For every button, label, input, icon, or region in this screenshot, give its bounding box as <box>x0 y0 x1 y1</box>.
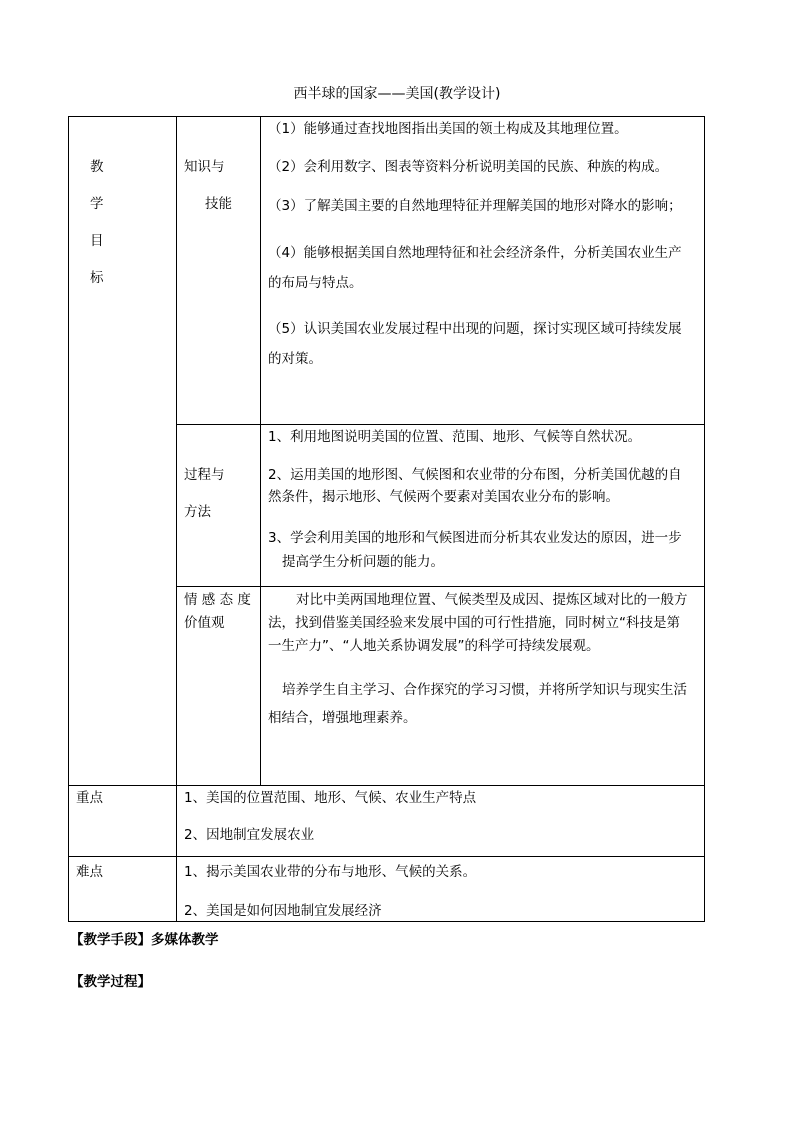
difficult-points-line: 1、揭示美国农业带的分布与地形、气候的关系。 <box>184 864 477 880</box>
key-points-line: 1、美国的位置范围、地形、气候、农业生产特点 <box>184 790 477 806</box>
emotion-line: 培养学生自主学习、合作探究的学习习惯，并将所学知识与现实生活 <box>282 682 687 698</box>
knowledge-line: 的布局与特点。 <box>268 275 363 291</box>
process-line: 3、学会利用美国的地形和气候图进而分析其农业发达的原因，进一步 <box>268 530 682 546</box>
knowledge-line: （1）能够通过查找地图指出美国的领土构成及其地理位置。 <box>268 121 628 137</box>
emotion-label: 价值观 <box>184 615 225 631</box>
emotion-line: 一生产力”、“人地关系协调发展”的科学可持续发展观。 <box>268 638 600 654</box>
knowledge-line: （3）了解美国主要的自然地理特征并理解美国的地形对降水的影响； <box>268 198 682 214</box>
goals-char: 标 <box>90 270 104 286</box>
process-label: 方法 <box>184 504 211 520</box>
process-line: 然条件，揭示地形、气候两个要素对美国农业分布的影响。 <box>268 489 619 505</box>
goals-label-cell <box>68 116 177 786</box>
difficult-points-line: 2、美国是如何因地制宜发展经济 <box>184 903 382 919</box>
process-line: 1、利用地图说明美国的位置、范围、地形、气候等自然状况。 <box>268 429 642 445</box>
knowledge-line: （2）会利用数字、图表等资料分析说明美国的民族、种族的构成。 <box>268 159 669 175</box>
teaching-means-heading: 【教学手段】多媒体教学 <box>70 932 219 948</box>
teaching-process-heading: 【教学过程】 <box>70 974 151 990</box>
emotion-label: 情 感 态 度 <box>184 592 251 608</box>
knowledge-label: 知识与 <box>184 159 225 175</box>
goals-char: 教 <box>90 159 104 175</box>
emotion-line: 相结合，增强地理素养。 <box>268 710 417 726</box>
goals-char: 学 <box>90 196 104 212</box>
emotion-line: 对比中美两国地理位置、气候类型及成因、提炼区域对比的一般方 <box>296 592 688 608</box>
knowledge-line: （4）能够根据美国自然地理特征和社会经济条件，分析美国农业生产 <box>268 245 682 261</box>
knowledge-line: （5）认识美国农业发展过程中出现的问题，探讨实现区域可持续发展 <box>268 321 682 337</box>
key-points-label: 重点 <box>76 790 103 806</box>
knowledge-line: 的对策。 <box>268 351 322 367</box>
process-line: 2、运用美国的地形图、气候图和农业带的分布图，分析美国优越的自 <box>268 467 682 483</box>
emotion-line: 法，找到借鉴美国经验来发展中国的可行性措施，同时树立“科技是第 <box>268 615 680 631</box>
knowledge-label: 技能 <box>205 196 232 212</box>
goals-char: 目 <box>90 233 104 249</box>
difficult-points-label: 难点 <box>76 864 103 880</box>
process-label: 过程与 <box>184 467 225 483</box>
document-title: 西半球的国家——美国(教学设计) <box>293 86 501 102</box>
process-line: 提高学生分析问题的能力。 <box>282 554 444 570</box>
key-points-line: 2、因地制宜发展农业 <box>184 827 315 843</box>
